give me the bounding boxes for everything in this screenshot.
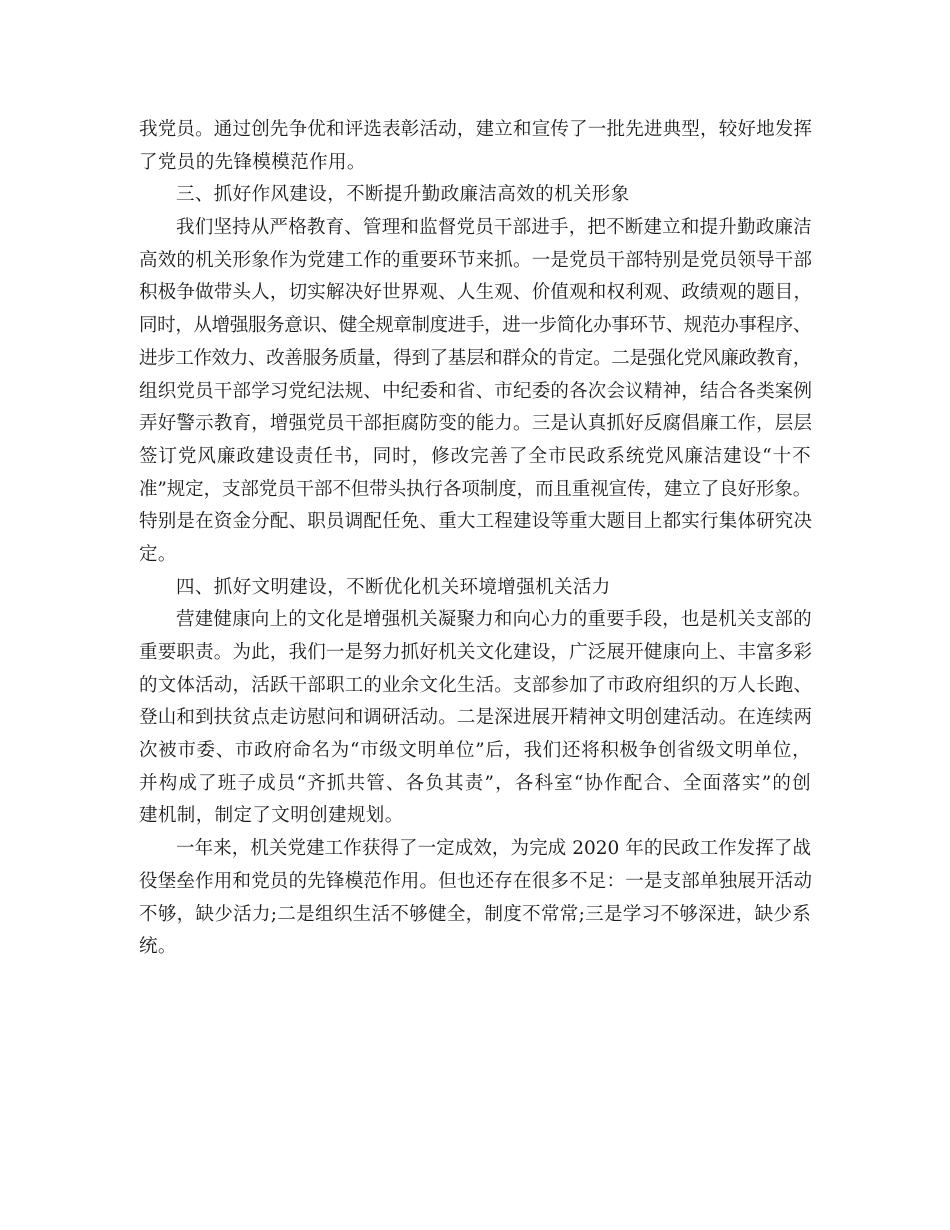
text-line: 役堡垒作用和党员的先锋模范作用。但也还存在很多不足：一是支部单独展开活动: [139, 870, 813, 892]
paragraph-start-line: 我们坚持从严格教育、管理和监督党员干部进手，把不断建立和提升勤政廉洁: [176, 217, 812, 239]
text-line: 定。: [139, 543, 177, 565]
paragraph-start-line: 一年来，机关党建工作获得了一定成效，为完成 2020 年的民政工作发挥了战: [176, 838, 811, 860]
text-line: 重要职责。为此，我们一是努力抓好机关文化建设，广泛展开健康向上、丰富多彩: [139, 642, 813, 663]
text-line: 不够，缺少活力;二是组织生活不够健全，制度不常常;三是学习不够深进，缺少系: [139, 903, 811, 925]
text-line: 统。: [139, 936, 177, 958]
text-line: 组织党员干部学习党纪法规、中纪委和省、市纪委的各次会议精神，结合各类案例: [139, 380, 813, 402]
paragraph-start-line: 四、抓好文明建设，不断优化机关环境增强机关活力: [176, 576, 611, 598]
text-line: 特别是在资金分配、职员调配任免、重大工程建设等重大题目上都实行集体研究决: [139, 511, 813, 533]
text-line: 了党员的先锋模模范作用。: [139, 151, 366, 173]
text-line: 的文体活动，活跃干部职工的业余文化生活。支部参加了市政府组织的万人长跑、: [139, 674, 813, 696]
text-line: 我党员。通过创先争优和评选表彰活动，建立和宣传了一批先进典型，较好地发挥: [139, 119, 813, 140]
text-line: 进步工作效力、改善服务质量，得到了基层和群众的肯定。二是强化党风廉政教育，: [139, 347, 811, 369]
text-line: 积极争做带头人，切实解决好世界观、人生观、价值观和权利观、政绩观的题目，: [139, 282, 813, 304]
text-line: 高效的机关形象作为党建工作的重要环节来抓。一是党员干部特别是党员领导干部: [139, 249, 813, 271]
text-line: 登山和到扶贫点走访慰问和调研活动。二是深进展开精神文明创建活动。在连续两: [139, 707, 813, 729]
text-line: 次被市委、市政府命名为“市级文明单位”后，我们还将积极争创省级文明单位，: [139, 740, 811, 762]
paragraph-start-line: 营建健康向上的文化是增强机关凝聚力和向心力的重要手段，也是机关支部的: [176, 609, 812, 631]
body-text: [139, 114, 811, 964]
text-line: 并构成了班子成员“齐抓共管、各负其责”，各科室“协作配合、全面落实”的创: [139, 772, 811, 794]
text-line: 建机制，制定了文明创建规划。: [139, 805, 404, 827]
text-line: 同时，从增强服务意识、健全规章制度进手，进一步简化办事环节、规范办事程序、: [139, 315, 811, 337]
text-line: 签订党风廉政建设责任书，同时，修改完善了全市民政系统党风廉洁建设“十不: [139, 445, 811, 467]
paragraph-start-line: 三、抓好作风建设，不断提升勤政廉洁高效的机关形象: [176, 184, 630, 206]
text-line: 弄好警示教育，增强党员干部拒腐防变的能力。三是认真抓好反腐倡廉工作，层层: [139, 413, 813, 435]
text-line: 准”规定，支部党员干部不但带头执行各项制度，而且重视宣传，建立了良好形象。: [139, 478, 811, 500]
